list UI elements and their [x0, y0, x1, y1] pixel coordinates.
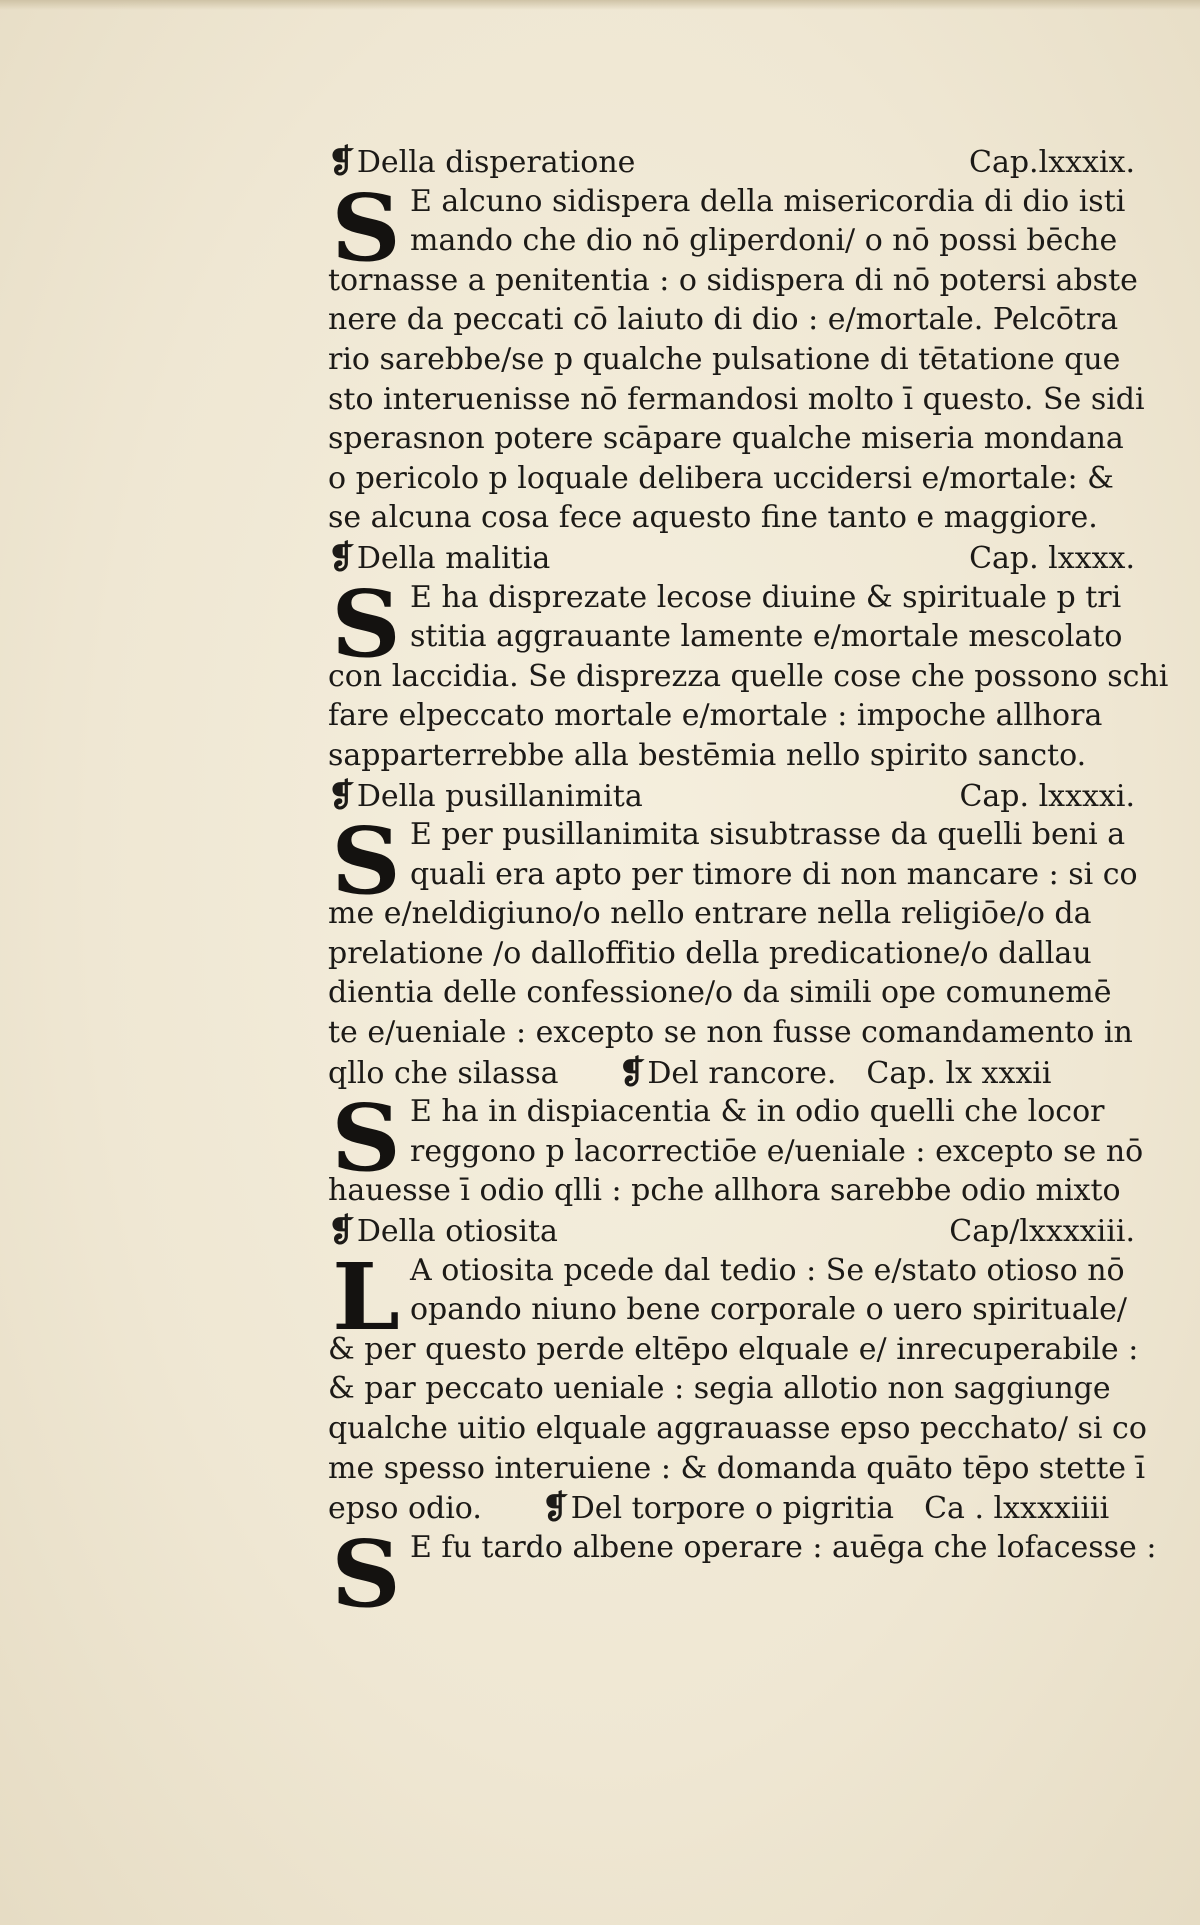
text-line	[328, 617, 1143, 657]
drop-initial: S	[331, 173, 401, 282]
chapter-title: Della otiosita	[356, 1214, 558, 1250]
text-line	[328, 934, 1143, 974]
line-text: dientia delle confessione/o da simili ope comunemē	[328, 975, 1112, 1011]
line-text: qualche uitio elquale aggrauasse epso pecchato/ si co	[328, 1411, 1147, 1446]
line-text: A otiosita pcede dal tedio : Se e/stato otioso nō	[410, 1252, 1125, 1288]
pilcrow-mark: ❡	[618, 1052, 646, 1091]
text-line	[328, 973, 1143, 1013]
text-line	[328, 1409, 1147, 1449]
chapter-title: Della disperatione	[356, 145, 636, 180]
line-text: quali era apto per timore di non mancare : si co	[410, 856, 1138, 892]
pilcrow-mark: ❡	[328, 537, 355, 576]
chapter-heading	[328, 776, 1143, 816]
pilcrow-mark: ❡	[541, 1488, 569, 1527]
drop-initial: S	[331, 807, 401, 916]
line-text: reggono p lacorrectiōe e/ueniale : excepto se nō	[410, 1133, 1144, 1169]
chapter-title: Della pusillanimita	[356, 778, 643, 814]
line-text: sapparterrebbe alla bestēmia nello spirito sancto.	[328, 737, 1087, 773]
drop-initial: S	[331, 1084, 401, 1193]
pilcrow-mark: ❡	[328, 142, 355, 180]
line-text: opando niuno bene corporale o uero spirituale/	[410, 1292, 1128, 1328]
line-text: E alcuno sidispera della misericordia di dio isti	[410, 183, 1126, 219]
chapter-heading	[328, 1211, 1143, 1251]
text-line	[328, 300, 1143, 340]
line-text: fare elpeccato mortale e/mortale : impoche allhora	[328, 698, 1103, 734]
line-text: qllo che silassa	[328, 1055, 559, 1091]
text-line	[328, 657, 1169, 697]
line-text: & par peccato ueniale : segia allotio non saggiunge	[328, 1371, 1111, 1407]
text-line	[328, 696, 1143, 736]
chapter-title: Del torpore o pigritia	[570, 1491, 895, 1527]
page-top-edge	[0, 0, 1200, 10]
text-line	[328, 340, 1143, 380]
chapter-number: Ca . lxxxxiiii	[924, 1491, 1110, 1527]
text-line	[328, 419, 1143, 459]
line-text: E ha in dispiacentia & in odio quelli che locor	[410, 1094, 1105, 1130]
line-text: E ha disprezate lecose diuine & spirituale p tri	[410, 579, 1122, 615]
pilcrow-mark: ❡	[328, 775, 355, 814]
line-text: o pericolo p loquale delibera uccidersi e/mortale: &	[328, 460, 1114, 496]
line-text: sperasnon potere scāpare qualche miseria mondana	[328, 421, 1124, 457]
text-line	[328, 261, 1143, 301]
text-line	[328, 1171, 1143, 1211]
line-text: mando che dio nō gliperdoni/ o nō possi bēche	[410, 223, 1118, 259]
line-text: sto interuenisse nō fermandosi molto ī questo. Se sidi	[328, 381, 1145, 417]
drop-initial: L	[332, 1242, 400, 1351]
text-line	[328, 736, 1143, 776]
text-line	[328, 498, 1143, 538]
line-text: E per pusillanimita sisubtrasse da quelli beni a	[410, 817, 1126, 853]
text-block	[328, 142, 1169, 1628]
text-line	[328, 1369, 1143, 1409]
line-text: con laccidia. Se disprezza quelle cose che possono schi	[328, 658, 1169, 694]
text-line	[328, 1013, 1143, 1053]
text-line	[328, 1449, 1146, 1489]
chapter-number: Cap. lxxxx.	[969, 540, 1135, 576]
line-text: epso odio.	[328, 1491, 482, 1527]
line-text: nere da peccati cō laiuto di dio : e/mortale. Pelcōtra	[328, 302, 1119, 338]
chapter-title: Della malitia	[356, 540, 551, 576]
line-text: E fu tardo albene operare : auēga che lofacesse :	[410, 1529, 1157, 1565]
text-line	[328, 894, 1143, 934]
drop-initial: S	[331, 1519, 401, 1628]
text-line	[328, 855, 1143, 895]
line-text: se alcuna cosa fece aquesto fine tanto e maggiore.	[328, 500, 1098, 536]
chapter-number: Cap. lx xxxii	[866, 1055, 1052, 1091]
chapter-heading	[328, 538, 1143, 578]
chapter-heading	[328, 142, 1143, 182]
line-text: & per questo perde eltēpo elquale e/ inrecuperabile :	[328, 1331, 1139, 1367]
text-line	[328, 1488, 1143, 1528]
line-text: te e/ueniale : excepto se non fusse comandamento in	[328, 1015, 1133, 1051]
text-line	[328, 1330, 1143, 1370]
line-text: hauesse ī odio qlli : pche allhora sarebbe odio mixto	[328, 1173, 1121, 1209]
line-text: me e/neldigiuno/o nello entrare nella religiōe/o da	[328, 896, 1092, 932]
pilcrow-mark: ❡	[328, 1211, 355, 1250]
line-text: stitia aggrauante lamente e/mortale mescolato	[410, 619, 1123, 655]
text-line	[328, 459, 1143, 499]
text-line	[328, 1290, 1143, 1330]
line-text: me spesso interuiene : & domanda quāto tēpo stette ī	[328, 1450, 1146, 1486]
text-line	[328, 221, 1143, 261]
chapter-number: Cap. lxxxxi.	[959, 778, 1135, 814]
line-text: tornasse a penitentia : o sidispera di nō potersi abste	[328, 262, 1138, 298]
chapter-title: Del rancore.	[647, 1055, 837, 1091]
drop-initial: S	[331, 569, 401, 678]
line-text: rio sarebbe/se p qualche pulsatione di tētatione que	[328, 341, 1121, 377]
text-line	[328, 1053, 1143, 1093]
text-line	[328, 380, 1143, 420]
line-text: prelatione /o dalloffitio della predicatione/o dallau	[328, 935, 1092, 971]
chapter-number: Cap/lxxxxiii.	[949, 1214, 1135, 1250]
text-line	[328, 1132, 1143, 1172]
chapter-number: Cap.lxxxix.	[969, 145, 1135, 180]
text-line	[328, 1519, 1157, 1628]
